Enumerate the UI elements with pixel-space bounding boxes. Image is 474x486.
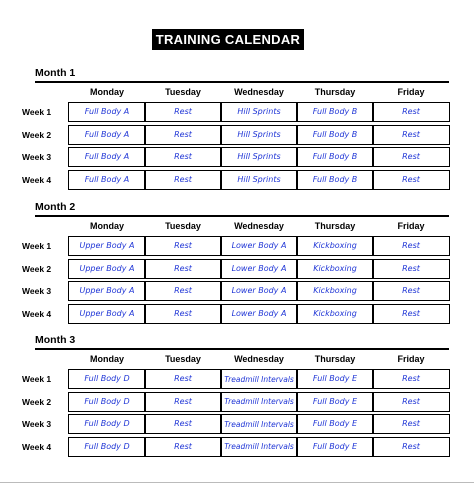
week-label: Week 2 (22, 263, 52, 274)
day-header: Monday (89, 221, 124, 231)
workout-cell: Rest (372, 369, 450, 389)
week-label: Week 4 (22, 308, 52, 319)
workout-cell: Full Body D (68, 414, 146, 434)
workout-cell: Upper Body A (68, 259, 146, 279)
workout-cell: Upper Body A (68, 281, 146, 301)
week-label: Week 3 (22, 286, 52, 296)
workout-cell: Kickboxing (296, 304, 374, 324)
workout-cell: Upper Body A (68, 304, 146, 324)
day-header: Tuesday (165, 354, 201, 364)
workout-cell: Rest (144, 125, 222, 145)
day-header: Wednesday (234, 354, 284, 364)
workout-cell: Rest (372, 170, 450, 190)
month-divider (35, 215, 449, 217)
workout-cell: Kickboxing (296, 259, 374, 279)
workout-cell: Rest (144, 236, 222, 256)
workout-cell: Full Body E (296, 437, 374, 457)
month-divider (35, 81, 449, 83)
workout-cell: Treadmill Intervals (220, 392, 298, 412)
workout-cell: Treadmill Intervals (220, 369, 298, 389)
day-header: Thursday (314, 354, 356, 364)
workout-cell: Rest (372, 392, 450, 412)
month-divider (35, 348, 449, 350)
day-header: Friday (397, 221, 425, 231)
workout-cell: Rest (372, 102, 450, 122)
workout-cell: Full Body A (68, 147, 146, 167)
workout-cell: Rest (372, 147, 450, 167)
day-header: Thursday (314, 87, 356, 97)
workout-cell: Hill Sprints (220, 147, 298, 167)
workout-cell: Rest (372, 125, 450, 145)
month-label: Month 2 (35, 201, 76, 213)
workout-cell: Full Body D (68, 369, 146, 389)
day-header: Wednesday (234, 87, 284, 97)
day-header: Wednesday (234, 221, 284, 231)
week-label: Week 1 (22, 374, 52, 384)
workout-cell: Full Body B (296, 170, 374, 190)
workout-cell: Rest (144, 170, 222, 190)
workout-cell: Treadmill Intervals (220, 414, 298, 434)
workout-cell: Kickboxing (296, 236, 374, 256)
workout-cell: Rest (372, 437, 450, 457)
day-header: Thursday (314, 221, 356, 231)
day-header: Friday (397, 354, 425, 364)
month-label: Month 3 (35, 334, 76, 346)
workout-cell: Rest (144, 102, 222, 122)
workout-cell: Full Body D (68, 392, 146, 412)
workout-cell: Rest (372, 236, 450, 256)
week-label: Week 2 (22, 396, 52, 407)
workout-cell: Full Body B (296, 102, 374, 122)
week-label: Week 1 (22, 241, 52, 251)
week-label: Week 2 (22, 129, 52, 140)
workout-cell: Treadmill Intervals (220, 437, 298, 457)
week-label: Week 4 (22, 441, 52, 452)
day-header: Monday (89, 354, 124, 364)
workout-cell: Rest (144, 369, 222, 389)
month-label: Month 1 (35, 67, 76, 79)
day-header: Friday (397, 87, 425, 97)
week-label: Week 1 (22, 107, 52, 117)
day-header: Tuesday (165, 87, 201, 97)
workout-cell: Full Body A (68, 125, 146, 145)
page-bottom-divider (0, 482, 474, 483)
workout-cell: Lower Body A (220, 236, 298, 256)
workout-cell: Rest (144, 304, 222, 324)
workout-cell: Rest (372, 304, 450, 324)
workout-cell: Full Body E (296, 414, 374, 434)
workout-cell: Full Body B (296, 125, 374, 145)
workout-cell: Lower Body A (220, 259, 298, 279)
workout-cell: Rest (372, 414, 450, 434)
workout-cell: Rest (144, 392, 222, 412)
workout-cell: Upper Body A (68, 236, 146, 256)
week-label: Week 4 (22, 174, 52, 185)
day-header: Tuesday (165, 221, 201, 231)
workout-cell: Full Body E (296, 369, 374, 389)
workout-cell: Rest (372, 259, 450, 279)
week-label: Week 3 (22, 152, 52, 162)
workout-cell: Full Body A (68, 170, 146, 190)
week-label: Week 3 (22, 419, 52, 429)
page-title: TRAINING CALENDAR (152, 29, 304, 50)
day-header: Monday (89, 87, 124, 97)
workout-cell: Rest (144, 147, 222, 167)
workout-cell: Full Body B (296, 147, 374, 167)
workout-cell: Full Body D (68, 437, 146, 457)
workout-cell: Hill Sprints (220, 102, 298, 122)
workout-cell: Lower Body A (220, 304, 298, 324)
workout-cell: Full Body E (296, 392, 374, 412)
workout-cell: Lower Body A (220, 281, 298, 301)
workout-cell: Rest (144, 437, 222, 457)
workout-cell: Rest (144, 281, 222, 301)
workout-cell: Full Body A (68, 102, 146, 122)
workout-cell: Kickboxing (296, 281, 374, 301)
workout-cell: Rest (144, 414, 222, 434)
workout-cell: Hill Sprints (220, 170, 298, 190)
workout-cell: Rest (372, 281, 450, 301)
workout-cell: Hill Sprints (220, 125, 298, 145)
workout-cell: Rest (144, 259, 222, 279)
